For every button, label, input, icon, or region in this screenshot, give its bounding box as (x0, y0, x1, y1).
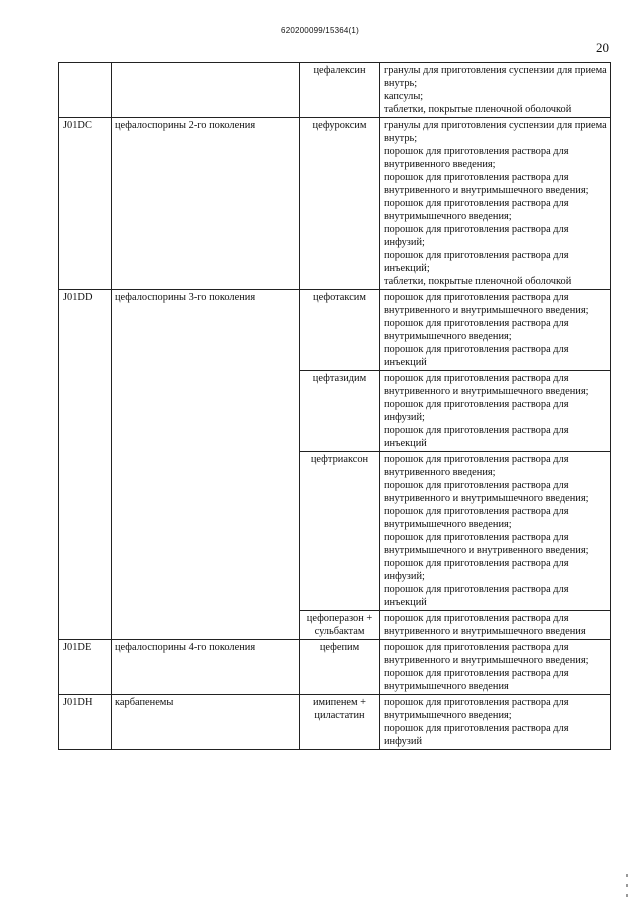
dosage-form: порошок для приготовления раствора для инфузий; (384, 399, 569, 423)
scan-speck (626, 874, 628, 877)
drug-group-cell: цефалоспорины 3-го поколения (112, 290, 300, 640)
table-row (59, 290, 611, 371)
dosage-form: порошок для приготовления раствора для инъекций; (384, 250, 569, 274)
dosage-form: порошок для приготовления раствора для внутримышечного введения; (384, 318, 569, 342)
drug-name-cell: цефепим (300, 640, 380, 695)
dosage-form: порошок для приготовления раствора для внутримышечного введения; (384, 697, 569, 721)
dosage-forms-cell (380, 611, 611, 640)
scan-speck (626, 884, 628, 887)
atc-code-cell: J01DH (59, 695, 112, 750)
dosage-form: порошок для приготовления раствора для инъекций (384, 344, 569, 368)
dosage-form: порошок для приготовления раствора для инъекций (384, 425, 569, 449)
dosage-form: порошок для приготовления раствора для инъекций (384, 584, 569, 608)
drug-group-cell: карбапенемы (112, 695, 300, 750)
drug-name-cell: имипенем + циластатин (300, 695, 380, 750)
dosage-forms-cell (380, 371, 611, 452)
dosage-form: порошок для приготовления раствора для внутривенного введения; (384, 454, 569, 478)
dosage-forms-cell (380, 63, 611, 118)
dosage-form: порошок для приготовления раствора для инфузий; (384, 224, 569, 248)
table-row (59, 63, 611, 118)
drug-name-cell: цефтазидим (300, 371, 380, 452)
dosage-form: порошок для приготовления раствора для внутривенного и внутримышечного введения; (384, 642, 589, 666)
drug-name-cell: цефоперазон + сульбактам (300, 611, 380, 640)
dosage-form: порошок для приготовления раствора для внутривенного введения; (384, 146, 569, 170)
page-number: 20 (596, 40, 609, 55)
dosage-forms-cell (380, 695, 611, 750)
dosage-form: порошок для приготовления раствора для внутримышечного введения (384, 668, 569, 692)
atc-code-cell: J01DD (59, 290, 112, 640)
dosage-forms-cell (380, 290, 611, 371)
dosage-form: порошок для приготовления раствора для внутривенного и внутримышечного введения; (384, 480, 589, 504)
dosage-form: порошок для приготовления раствора для внутривенного и внутримышечного введения; (384, 373, 589, 397)
table-row (59, 695, 611, 750)
atc-code-cell (59, 63, 112, 118)
drug-name-cell: цефотаксим (300, 290, 380, 371)
dosage-form: порошок для приготовления раствора для внутримышечного и внутривенного введения; (384, 532, 589, 556)
drug-name-cell: цефуроксим (300, 118, 380, 290)
table-row (59, 640, 611, 695)
dosage-form: порошок для приготовления раствора для инфузий; (384, 558, 569, 582)
dosage-form: гранулы для приготовления суспензии для приема внутрь; (384, 65, 607, 89)
dosage-forms-cell (380, 640, 611, 695)
dosage-form: порошок для приготовления раствора для внутривенного и внутримышечного введения; (384, 172, 589, 196)
atc-code-cell: J01DE (59, 640, 112, 695)
atc-code-cell: J01DC (59, 118, 112, 290)
dosage-forms-cell (380, 118, 611, 290)
drug-table-body (59, 63, 611, 750)
dosage-form: порошок для приготовления раствора для внутривенного и внутримышечного введения; (384, 292, 589, 316)
drug-name-cell: цефтриаксон (300, 452, 380, 611)
drug-table (58, 62, 611, 750)
dosage-form: таблетки, покрытые пленочной оболочкой (384, 104, 572, 115)
drug-group-cell: цефалоспорины 4-го поколения (112, 640, 300, 695)
dosage-form: гранулы для приготовления суспензии для приема внутрь; (384, 120, 607, 144)
document-id: 620200099/15364(1) (281, 26, 359, 35)
table-row (59, 118, 611, 290)
dosage-form: порошок для приготовления раствора для внутривенного и внутримышечного введения (384, 613, 586, 637)
drug-name-cell: цефалексин (300, 63, 380, 118)
dosage-forms-cell (380, 452, 611, 611)
dosage-form: порошок для приготовления раствора для инфузий (384, 723, 569, 747)
scan-speck (626, 894, 628, 897)
drug-group-cell: цефалоспорины 2-го поколения (112, 118, 300, 290)
dosage-form: порошок для приготовления раствора для внутримышечного введения; (384, 198, 569, 222)
dosage-form: порошок для приготовления раствора для внутримышечного введения; (384, 506, 569, 530)
dosage-form: таблетки, покрытые пленочной оболочкой (384, 276, 572, 287)
dosage-form: капсулы; (384, 91, 424, 102)
drug-group-cell (112, 63, 300, 118)
